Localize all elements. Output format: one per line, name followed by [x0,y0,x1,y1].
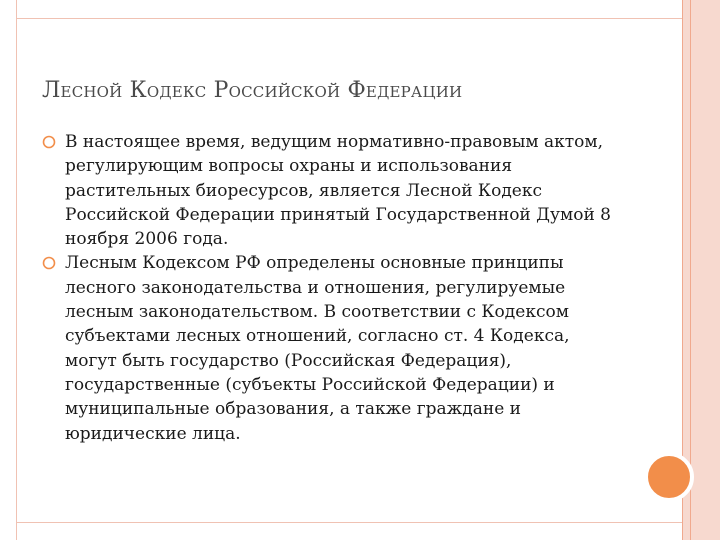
accent-circle [644,452,694,502]
right-band-line [690,0,691,540]
circle-bullet-icon [42,135,56,149]
bullet-list [42,130,622,446]
slide-title: Лесной Кодекс Российской Федерации [42,78,463,103]
bullet-item [42,251,622,445]
left-border-line [16,0,17,540]
circle-bullet-icon [42,256,56,270]
right-decorative-band [683,0,720,540]
bullet-text: В настоящее время, ведущим нормативно-правовым актом, регулирующим вопросы охраны и использования растительных биоресурсов, является Лесной Кодекс Российской Федерации принятый Государственной Думой 8 ноября 2006 года. [65,132,611,250]
top-border-line [16,18,683,19]
bullet-item [42,130,622,251]
bullet-text: Лесным Кодексом РФ определены основные принципы лесного законодательства и отношения, регулируемые лесным законодательством. В соответствии с Кодексом субъектами лесных отношений, согласно ст. 4 Кодекса, могут быть государство (Российская Федерация), государственные (субъекты Российской Федерации) и муниципальные образования, а также граждане и юридические лица. [65,253,570,444]
bottom-border-line [16,522,683,523]
